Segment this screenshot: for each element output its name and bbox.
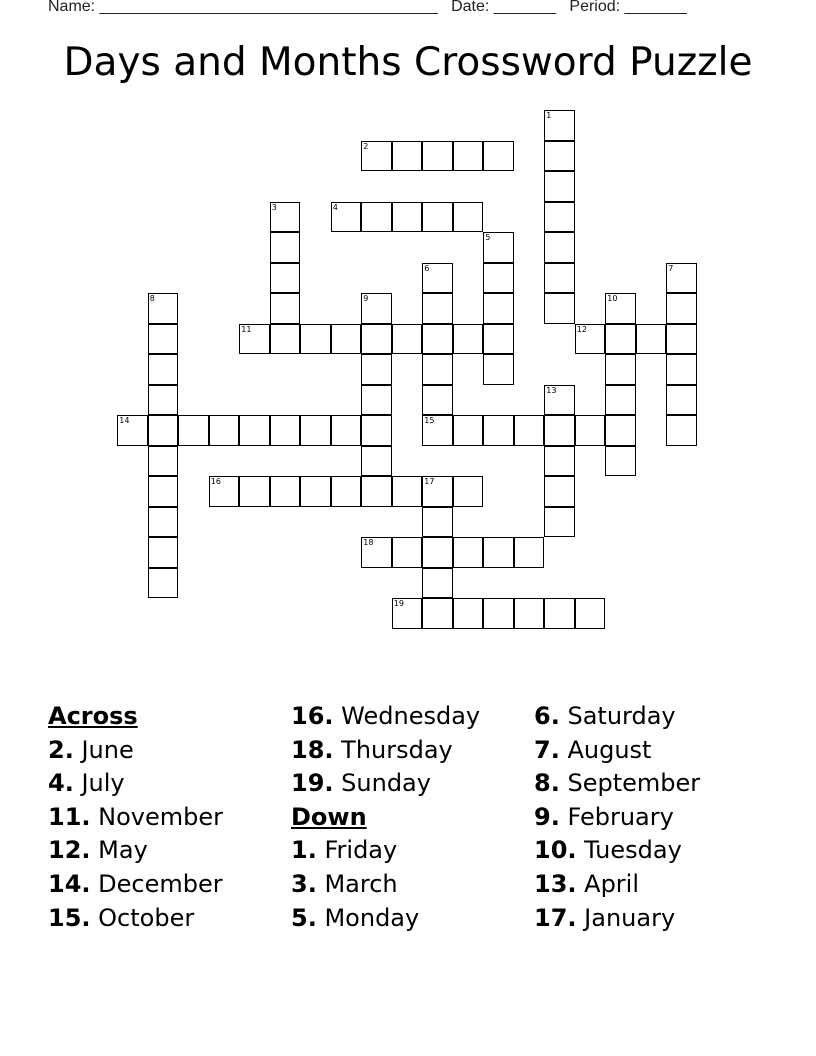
crossword-cell[interactable]	[422, 476, 453, 507]
clue-column-1	[48, 700, 223, 935]
crossword-cell[interactable]	[544, 171, 575, 202]
crossword-cell[interactable]	[422, 141, 453, 172]
crossword-cell[interactable]	[575, 324, 606, 355]
crossword-cell[interactable]	[483, 598, 514, 629]
crossword-cell[interactable]	[514, 598, 545, 629]
crossword-cell[interactable]	[453, 415, 484, 446]
crossword-cell[interactable]	[453, 141, 484, 172]
clue-section-heading: Down	[291, 802, 367, 831]
crossword-cell[interactable]	[148, 568, 179, 599]
crossword-cell[interactable]	[331, 324, 362, 355]
crossword-cell[interactable]	[605, 385, 636, 416]
clue-number-label: 13	[546, 385, 557, 395]
crossword-cell[interactable]	[422, 385, 453, 416]
clue-item	[534, 868, 700, 902]
clue-number-label: 7	[668, 263, 674, 273]
crossword-cell[interactable]	[392, 141, 423, 172]
clue-text: July	[81, 769, 125, 798]
crossword-cell[interactable]	[544, 293, 575, 324]
crossword-cell[interactable]	[636, 324, 667, 355]
crossword-cell[interactable]	[392, 202, 423, 233]
crossword-cell[interactable]	[148, 415, 179, 446]
crossword-cell[interactable]	[361, 324, 392, 355]
clue-number-label: 19	[393, 599, 404, 609]
crossword-cell[interactable]	[300, 415, 331, 446]
clue-number-label: 12	[576, 324, 587, 334]
crossword-cell[interactable]	[544, 141, 575, 172]
clue-text: March	[324, 869, 398, 898]
crossword-cell[interactable]	[544, 415, 575, 446]
crossword-cell[interactable]	[666, 263, 697, 294]
clue-number: 6.	[534, 702, 560, 730]
crossword-cell[interactable]	[453, 476, 484, 507]
clue-section-heading: Across	[48, 702, 138, 730]
clue-number-label: 15	[424, 416, 435, 426]
clue-number: 9.	[534, 802, 560, 831]
crossword-cell[interactable]	[544, 476, 575, 507]
crossword-cell[interactable]	[239, 476, 270, 507]
clue-item	[534, 801, 700, 835]
crossword-cell[interactable]	[270, 415, 301, 446]
crossword-cell[interactable]	[270, 293, 301, 324]
crossword-cell[interactable]	[178, 415, 209, 446]
crossword-cell[interactable]	[361, 415, 392, 446]
crossword-cell[interactable]	[666, 415, 697, 446]
clue-number-label: 4	[332, 202, 338, 212]
clue-text: February	[567, 802, 674, 831]
crossword-cell[interactable]	[270, 232, 301, 263]
clue-text: Thursday	[341, 735, 453, 764]
crossword-cell[interactable]	[361, 141, 392, 172]
clue-item	[534, 700, 700, 734]
clue-number-label: 8	[149, 294, 155, 304]
crossword-cell[interactable]	[422, 324, 453, 355]
crossword-cell[interactable]	[148, 476, 179, 507]
crossword-cell[interactable]	[453, 202, 484, 233]
clue-text: June	[81, 735, 134, 764]
crossword-cell[interactable]	[483, 263, 514, 294]
crossword-cell[interactable]	[575, 598, 606, 629]
name-field-label: Name: ______________________________________	[48, 0, 438, 15]
clue-text: Friday	[324, 836, 398, 865]
crossword-cell[interactable]	[605, 293, 636, 324]
clue-number-label: 1	[546, 111, 552, 121]
crossword-cell[interactable]	[361, 293, 392, 324]
crossword-cell[interactable]	[422, 507, 453, 538]
clue-item	[291, 767, 480, 801]
crossword-cell[interactable]	[483, 324, 514, 355]
clue-number: 12.	[48, 836, 91, 865]
clue-number: 4.	[48, 769, 74, 798]
crossword-cell[interactable]	[361, 385, 392, 416]
crossword-cell[interactable]	[483, 141, 514, 172]
clue-number: 13.	[534, 869, 577, 898]
clue-item	[291, 734, 480, 768]
date-field-label: Date: _______	[451, 0, 557, 15]
crossword-cell[interactable]	[361, 537, 392, 568]
crossword-cell[interactable]	[209, 415, 240, 446]
crossword-cell[interactable]	[544, 232, 575, 263]
crossword-cell[interactable]	[422, 354, 453, 385]
clue-number: 8.	[534, 769, 560, 798]
crossword-cell[interactable]	[575, 415, 606, 446]
clue-number: 17.	[534, 903, 577, 932]
crossword-cell[interactable]	[666, 354, 697, 385]
clue-item	[48, 801, 223, 835]
clue-number-label: 18	[363, 538, 374, 548]
clue-number: 15.	[48, 903, 91, 932]
crossword-cell[interactable]	[422, 202, 453, 233]
crossword-cell[interactable]	[666, 293, 697, 324]
crossword-cell[interactable]	[148, 537, 179, 568]
crossword-cell[interactable]	[544, 202, 575, 233]
clue-number: 19.	[291, 769, 334, 798]
clue-number: 11.	[48, 802, 91, 831]
crossword-cell[interactable]	[453, 324, 484, 355]
clue-number-label: 16	[210, 477, 221, 487]
crossword-cell[interactable]	[605, 446, 636, 477]
crossword-cell[interactable]	[331, 202, 362, 233]
crossword-cell[interactable]	[483, 354, 514, 385]
crossword-cell[interactable]	[148, 446, 179, 477]
clue-number-label: 2	[363, 141, 369, 151]
crossword-cell[interactable]	[605, 354, 636, 385]
crossword-cell[interactable]	[544, 385, 575, 416]
crossword-cell[interactable]	[392, 598, 423, 629]
crossword-cell[interactable]	[544, 446, 575, 477]
clue-number-label: 5	[485, 233, 491, 243]
crossword-cell[interactable]	[239, 324, 270, 355]
clue-item	[48, 902, 223, 936]
clue-text: December	[98, 869, 223, 898]
crossword-cell[interactable]	[666, 324, 697, 355]
clue-text: September	[567, 769, 701, 798]
clue-number: 2.	[48, 735, 74, 764]
crossword-cell[interactable]	[361, 354, 392, 385]
clue-number: 5.	[291, 903, 317, 932]
clue-number: 10.	[534, 836, 577, 865]
clue-item	[48, 734, 223, 768]
clue-text: Saturday	[567, 702, 676, 730]
crossword-cell[interactable]	[148, 507, 179, 538]
clue-number-label: 17	[424, 477, 435, 487]
crossword-cell[interactable]	[148, 354, 179, 385]
clue-item	[291, 700, 480, 734]
crossword-cell[interactable]	[331, 415, 362, 446]
clue-text: May	[98, 836, 148, 865]
clue-number-label: 10	[607, 294, 618, 304]
clue-item	[291, 834, 480, 868]
crossword-cell[interactable]	[422, 598, 453, 629]
crossword-cell[interactable]	[422, 415, 453, 446]
clue-number: 14.	[48, 869, 91, 898]
clue-number-label: 11	[241, 324, 252, 334]
crossword-cell[interactable]	[422, 263, 453, 294]
crossword-cell[interactable]	[361, 202, 392, 233]
crossword-cell[interactable]	[422, 568, 453, 599]
clue-number: 7.	[534, 735, 560, 764]
clue-item	[48, 834, 223, 868]
crossword-cell[interactable]	[514, 537, 545, 568]
clue-text: October	[98, 903, 195, 932]
clue-item	[291, 902, 480, 936]
clue-number: 18.	[291, 735, 334, 764]
clue-item	[534, 834, 700, 868]
clue-number-label: 9	[363, 294, 369, 304]
crossword-cell[interactable]	[239, 415, 270, 446]
period-field-label: Period: _______	[569, 0, 687, 15]
crossword-cell[interactable]	[483, 537, 514, 568]
clue-number: 16.	[291, 702, 334, 730]
clue-number-label: 3	[271, 202, 277, 212]
crossword-cell[interactable]	[209, 476, 240, 507]
clue-text: Sunday	[341, 769, 431, 798]
crossword-cell[interactable]	[270, 324, 301, 355]
clue-number-label: 6	[424, 263, 430, 273]
crossword-cell[interactable]	[544, 598, 575, 629]
clue-number: 1.	[291, 836, 317, 865]
crossword-cell[interactable]	[148, 293, 179, 324]
clue-text: Monday	[324, 903, 420, 932]
crossword-cell[interactable]	[148, 324, 179, 355]
crossword-cell[interactable]	[544, 507, 575, 538]
crossword-cell[interactable]	[666, 385, 697, 416]
clue-number: 3.	[291, 869, 317, 898]
page-title: Days and Months Crossword Puzzle	[63, 40, 753, 85]
crossword-cell[interactable]	[361, 446, 392, 477]
crossword-cell[interactable]	[422, 293, 453, 324]
clue-item	[534, 767, 700, 801]
crossword-cell[interactable]	[422, 537, 453, 568]
clue-item	[48, 767, 223, 801]
crossword-cell[interactable]	[483, 232, 514, 263]
clue-number-label: 14	[119, 416, 130, 426]
crossword-cell[interactable]	[331, 476, 362, 507]
clue-text: August	[567, 735, 652, 764]
crossword-cell[interactable]	[392, 476, 423, 507]
crossword-cell[interactable]	[544, 263, 575, 294]
crossword-cell[interactable]	[300, 324, 331, 355]
crossword-cell[interactable]	[605, 324, 636, 355]
clue-item	[48, 868, 223, 902]
crossword-cell[interactable]	[483, 293, 514, 324]
crossword-cell[interactable]	[392, 324, 423, 355]
crossword-cell[interactable]	[300, 476, 331, 507]
crossword-cell[interactable]	[361, 476, 392, 507]
crossword-cell[interactable]	[605, 415, 636, 446]
crossword-cell[interactable]	[117, 415, 148, 446]
clue-column-3	[534, 700, 700, 935]
crossword-cell[interactable]	[270, 202, 301, 233]
clue-item	[534, 734, 700, 768]
crossword-cell[interactable]	[270, 476, 301, 507]
crossword-cell[interactable]	[453, 598, 484, 629]
clue-text: Tuesday	[584, 836, 682, 865]
clue-text: Wednesday	[341, 702, 481, 730]
crossword-cell[interactable]	[483, 415, 514, 446]
crossword-cell[interactable]	[453, 537, 484, 568]
crossword-cell[interactable]	[270, 263, 301, 294]
clue-text: November	[98, 802, 224, 831]
clue-text: January	[584, 903, 676, 932]
crossword-cell[interactable]	[514, 415, 545, 446]
crossword-cell[interactable]	[148, 385, 179, 416]
clue-text: April	[584, 869, 640, 898]
clue-item	[291, 868, 480, 902]
crossword-cell[interactable]	[544, 110, 575, 141]
clue-column-2	[291, 700, 480, 935]
crossword-cell[interactable]	[392, 537, 423, 568]
clue-item	[534, 902, 700, 936]
